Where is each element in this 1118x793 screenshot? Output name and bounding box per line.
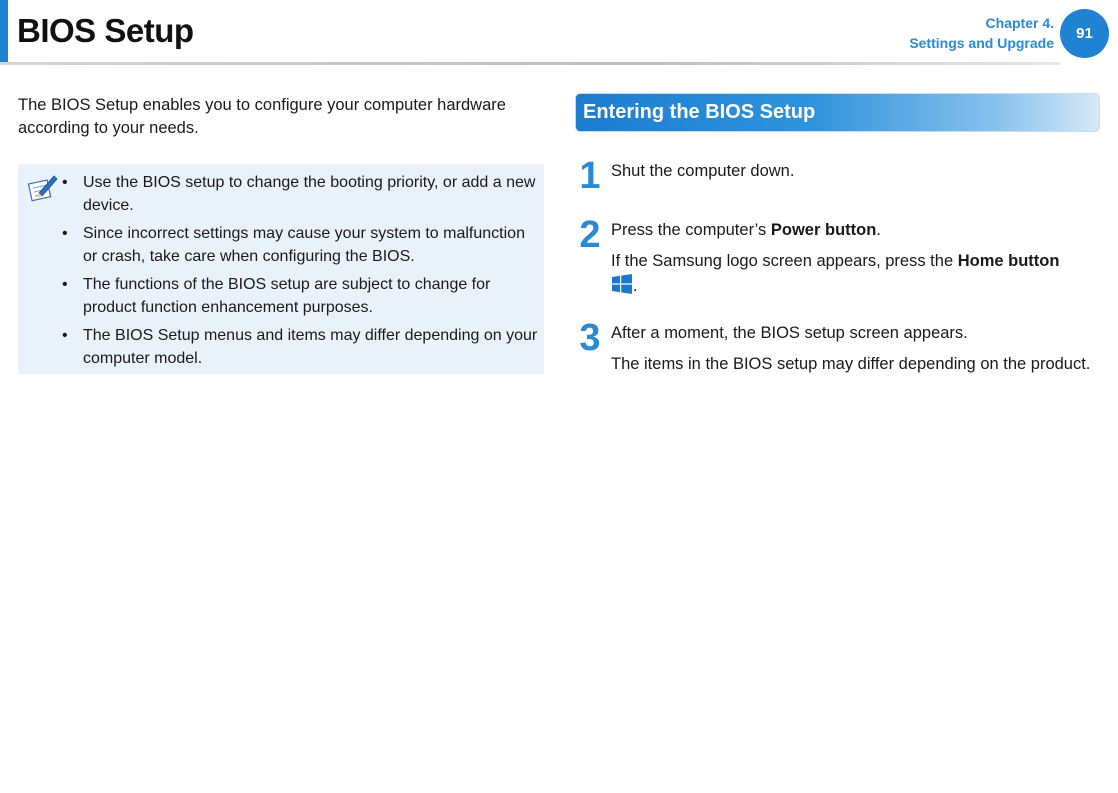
note-item bbox=[62, 222, 540, 268]
step-text-start: Press the computer’s bbox=[611, 221, 771, 239]
chapter-label: Chapter 4. bbox=[985, 15, 1054, 31]
note-box bbox=[18, 164, 544, 374]
chapter-subtitle: Settings and Upgrade bbox=[909, 35, 1054, 51]
bullet: • bbox=[62, 327, 68, 344]
step-body bbox=[611, 219, 1101, 298]
step-number: 1 bbox=[579, 155, 601, 197]
note-item-text: Use the BIOS setup to change the booting priority, or add a new device. bbox=[83, 174, 536, 214]
note-list bbox=[62, 171, 540, 375]
chapter-heading bbox=[909, 13, 1054, 53]
windows-logo-icon bbox=[611, 273, 633, 295]
bullet: • bbox=[62, 174, 68, 191]
note-item-text: The BIOS Setup menus and items may differ depending on your computer model. bbox=[83, 327, 538, 367]
step-number: 2 bbox=[579, 214, 601, 256]
step-number: 3 bbox=[579, 317, 601, 359]
note-item bbox=[62, 273, 540, 319]
step-body bbox=[611, 322, 1101, 376]
bullet: • bbox=[62, 225, 68, 242]
note-item-text: Since incorrect settings may cause your system to malfunction or crash, take care when configuring the BIOS. bbox=[83, 225, 525, 265]
page-title: BIOS Setup bbox=[17, 12, 194, 49]
header-accent-bar bbox=[0, 0, 8, 62]
step-text: After a moment, the BIOS setup screen appears. bbox=[611, 324, 968, 342]
intro-paragraph: The BIOS Setup enables you to configure your computer hardware according to your needs. bbox=[18, 96, 506, 137]
step-body bbox=[611, 160, 1101, 183]
step-subtext bbox=[611, 250, 1101, 298]
note-item-text: The functions of the BIOS setup are subject to change for product function enhancement purposes. bbox=[83, 276, 491, 316]
step-text-end: . bbox=[876, 221, 881, 239]
page-number-badge: 91 bbox=[1060, 9, 1109, 58]
bullet: • bbox=[62, 276, 68, 293]
home-button-label: Home button bbox=[957, 252, 1060, 270]
step-text bbox=[611, 219, 1101, 242]
step-subtext-end: . bbox=[633, 277, 638, 295]
note-item bbox=[62, 171, 540, 217]
section-header bbox=[575, 93, 1100, 132]
step-subtext-start: If the Samsung logo screen appears, press the bbox=[611, 252, 958, 270]
note-item bbox=[62, 324, 540, 370]
step-subtext: The items in the BIOS setup may differ depending on the product. bbox=[611, 355, 1091, 373]
note-pencil-icon bbox=[26, 171, 60, 205]
step-text: Shut the computer down. bbox=[611, 162, 795, 180]
section-title: Entering the BIOS Setup bbox=[583, 101, 816, 123]
header-divider bbox=[0, 62, 1060, 65]
power-button-label: Power button bbox=[770, 221, 877, 239]
